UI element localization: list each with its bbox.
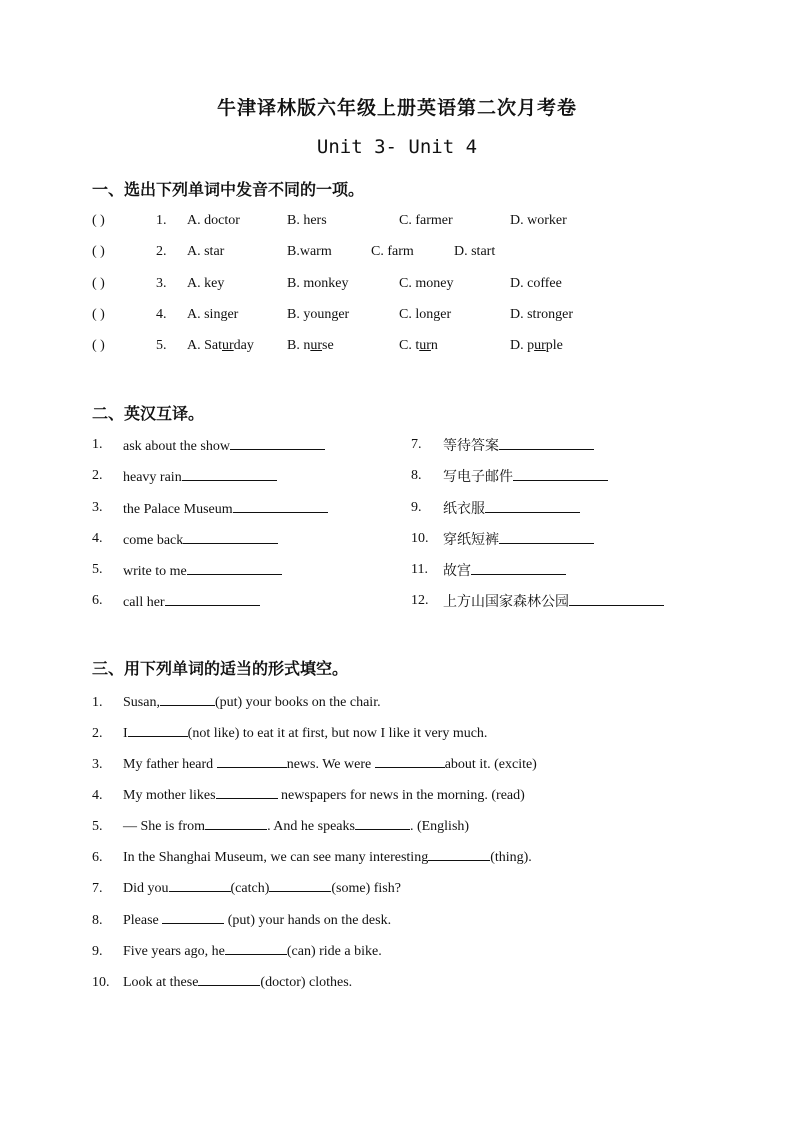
item-number: 2.	[92, 726, 103, 741]
item-text-group	[443, 529, 594, 550]
answer-blank[interactable]	[216, 784, 278, 799]
question-number: 2.	[156, 244, 167, 259]
item-number: 7.	[92, 881, 103, 896]
answer-paren[interactable]: ( )	[92, 244, 105, 259]
item-text: — She is from	[123, 819, 206, 834]
page-title: 牛津译林版六年级上册英语第二次月考卷	[216, 97, 577, 119]
item-text: . (English)	[409, 819, 470, 834]
option-b-suffix: se	[322, 338, 334, 353]
answer-blank[interactable]	[485, 498, 580, 513]
item-text-group	[443, 498, 580, 519]
option-d-underlined: ur	[534, 338, 546, 353]
section-heading-translation: 二、英汉互译。	[92, 404, 205, 423]
answer-blank[interactable]	[182, 466, 277, 481]
item-text: write to me	[123, 564, 187, 579]
option-c-prefix: C. t	[399, 338, 420, 353]
option-a	[187, 336, 254, 356]
item-text: Did you	[123, 881, 169, 896]
item-text-group	[443, 466, 608, 487]
answer-blank[interactable]	[205, 815, 267, 830]
answer-blank[interactable]	[375, 753, 445, 768]
item-number: 9.	[92, 944, 103, 959]
answer-blank[interactable]	[269, 877, 331, 892]
question-number: 4.	[156, 307, 167, 322]
item-text-group	[443, 591, 664, 612]
page-subtitle: Unit 3- Unit 4	[316, 136, 478, 158]
item-text: 写电子邮件	[443, 469, 513, 485]
answer-blank[interactable]	[499, 529, 594, 544]
option-b: B. monkey	[287, 276, 349, 291]
item-text: (thing).	[490, 850, 532, 865]
item-number: 1.	[92, 695, 103, 710]
item-text: In the Shanghai Museum, we can see many interesting	[123, 850, 429, 865]
option-c: C. farmer	[399, 213, 453, 228]
answer-blank[interactable]	[162, 909, 224, 924]
option-a-suffix: day	[233, 338, 254, 353]
item-number: 4.	[92, 788, 103, 803]
item-text: (put) your hands on the desk.	[224, 913, 392, 928]
option-c: C. money	[399, 276, 454, 291]
option-c: C. farm	[371, 244, 414, 259]
item-text: the Palace Museum	[123, 502, 233, 517]
item-text: call her	[123, 595, 165, 610]
option-b: B. hers	[287, 213, 327, 228]
fill-item	[92, 877, 401, 899]
option-a: A. singer	[187, 307, 239, 322]
option-d	[510, 336, 563, 356]
fill-item	[92, 971, 352, 993]
item-text-group	[123, 435, 325, 457]
item-text-group	[123, 560, 282, 582]
answer-blank[interactable]	[428, 846, 490, 861]
item-text-group	[123, 466, 277, 488]
item-number: 4.	[92, 531, 103, 546]
option-a-prefix: A. Sat	[187, 338, 222, 353]
item-number: 8.	[92, 913, 103, 928]
answer-blank[interactable]	[499, 435, 594, 450]
fill-item	[92, 940, 382, 962]
answer-blank[interactable]	[183, 529, 278, 544]
item-text: 纸衣服	[443, 501, 485, 517]
option-d: D. stronger	[510, 307, 573, 322]
item-text-group	[443, 560, 566, 581]
item-text: come back	[123, 533, 184, 548]
answer-blank[interactable]	[513, 466, 608, 481]
item-text: 穿纸短裤	[443, 532, 499, 548]
item-text: (not like) to eat it at first, but now I like it very much.	[187, 726, 488, 741]
item-text: . And he speaks	[267, 819, 355, 834]
answer-blank[interactable]	[230, 435, 325, 450]
answer-blank[interactable]	[355, 815, 410, 830]
question-number: 1.	[156, 213, 167, 228]
option-a-underlined: ur	[222, 338, 234, 353]
option-b	[287, 336, 334, 356]
item-text: about it. (excite)	[444, 757, 537, 772]
item-text: (can) ride a bike.	[286, 944, 382, 959]
item-number: 6.	[92, 593, 103, 608]
option-b-prefix: B. n	[287, 338, 311, 353]
item-text: ask about the show	[123, 439, 230, 454]
answer-paren[interactable]: ( )	[92, 338, 105, 353]
answer-blank[interactable]	[187, 560, 282, 575]
answer-blank[interactable]	[165, 591, 260, 606]
answer-blank[interactable]	[233, 498, 328, 513]
item-text-group	[123, 591, 260, 613]
item-number: 11.	[411, 562, 428, 577]
item-number: 3.	[92, 757, 103, 772]
option-a: A. doctor	[187, 213, 240, 228]
answer-blank[interactable]	[217, 753, 287, 768]
fill-item	[92, 722, 487, 744]
item-text: (put) your books on the chair.	[214, 695, 381, 710]
option-b: B.warm	[287, 244, 332, 259]
item-text-group	[123, 498, 328, 520]
option-a: A. key	[187, 276, 225, 291]
fill-item	[92, 784, 525, 806]
item-text: Please	[123, 913, 163, 928]
answer-blank[interactable]	[471, 560, 566, 575]
answer-blank[interactable]	[569, 591, 664, 606]
item-number: 10.	[92, 975, 110, 990]
answer-blank[interactable]	[169, 877, 231, 892]
answer-blank[interactable]	[198, 971, 260, 986]
item-text-group	[123, 529, 278, 551]
option-a: A. star	[187, 244, 225, 259]
item-text: (doctor) clothes.	[260, 975, 353, 990]
option-d: D. coffee	[510, 276, 562, 291]
option-b: B. younger	[287, 307, 350, 322]
item-text: heavy rain	[123, 470, 182, 485]
item-text: Look at these	[123, 975, 199, 990]
fill-item	[92, 909, 391, 931]
item-number: 6.	[92, 850, 103, 865]
answer-paren[interactable]: ( )	[92, 276, 105, 291]
item-text: Five years ago, he	[123, 944, 225, 959]
answer-paren[interactable]: ( )	[92, 307, 105, 322]
option-c: C. longer	[399, 307, 452, 322]
item-text: My father heard	[123, 757, 217, 772]
option-d-suffix: ple	[545, 338, 563, 353]
item-number: 3.	[92, 500, 103, 515]
option-b-underlined: ur	[310, 338, 323, 353]
question-number: 5.	[156, 338, 167, 353]
option-c-underlined: ur	[419, 338, 431, 353]
item-number: 1.	[92, 437, 103, 452]
option-d-prefix: D. p	[510, 338, 535, 353]
fill-item	[92, 753, 537, 775]
item-text: (catch)	[230, 881, 270, 896]
item-text: I	[123, 726, 128, 741]
option-c	[399, 336, 438, 356]
question-number: 3.	[156, 276, 167, 291]
option-c-suffix: n	[430, 338, 438, 353]
section-heading-pronunciation: 一、选出下列单词中发音不同的一项。	[92, 180, 365, 199]
fill-item	[92, 846, 532, 868]
item-text: news. We were	[286, 757, 375, 772]
item-text: (some) fish?	[331, 881, 401, 896]
item-text: newspapers for news in the morning. (read)	[277, 788, 525, 803]
section-heading-fill-blanks: 三、用下列单词的适当的形式填空。	[92, 659, 349, 678]
item-text: My mother likes	[123, 788, 216, 803]
fill-item	[92, 691, 381, 713]
answer-paren[interactable]: ( )	[92, 213, 105, 228]
item-number: 5.	[92, 819, 103, 834]
item-text-group	[443, 435, 594, 456]
option-d: D. start	[454, 244, 496, 259]
option-d: D. worker	[510, 213, 567, 228]
answer-blank[interactable]	[160, 691, 215, 706]
item-number: 8.	[411, 468, 422, 483]
item-number: 9.	[411, 500, 422, 515]
item-number: 12.	[411, 593, 429, 608]
answer-blank[interactable]	[128, 722, 188, 737]
item-text: 上方山国家森林公园	[443, 594, 569, 610]
fill-item	[92, 815, 469, 837]
item-text: 故宫	[443, 563, 471, 579]
item-number: 2.	[92, 468, 103, 483]
answer-blank[interactable]	[225, 940, 287, 955]
item-number: 7.	[411, 437, 422, 452]
item-number: 10.	[411, 531, 429, 546]
item-text: 等待答案	[443, 438, 499, 454]
item-text: Susan,	[123, 695, 160, 710]
item-number: 5.	[92, 562, 103, 577]
